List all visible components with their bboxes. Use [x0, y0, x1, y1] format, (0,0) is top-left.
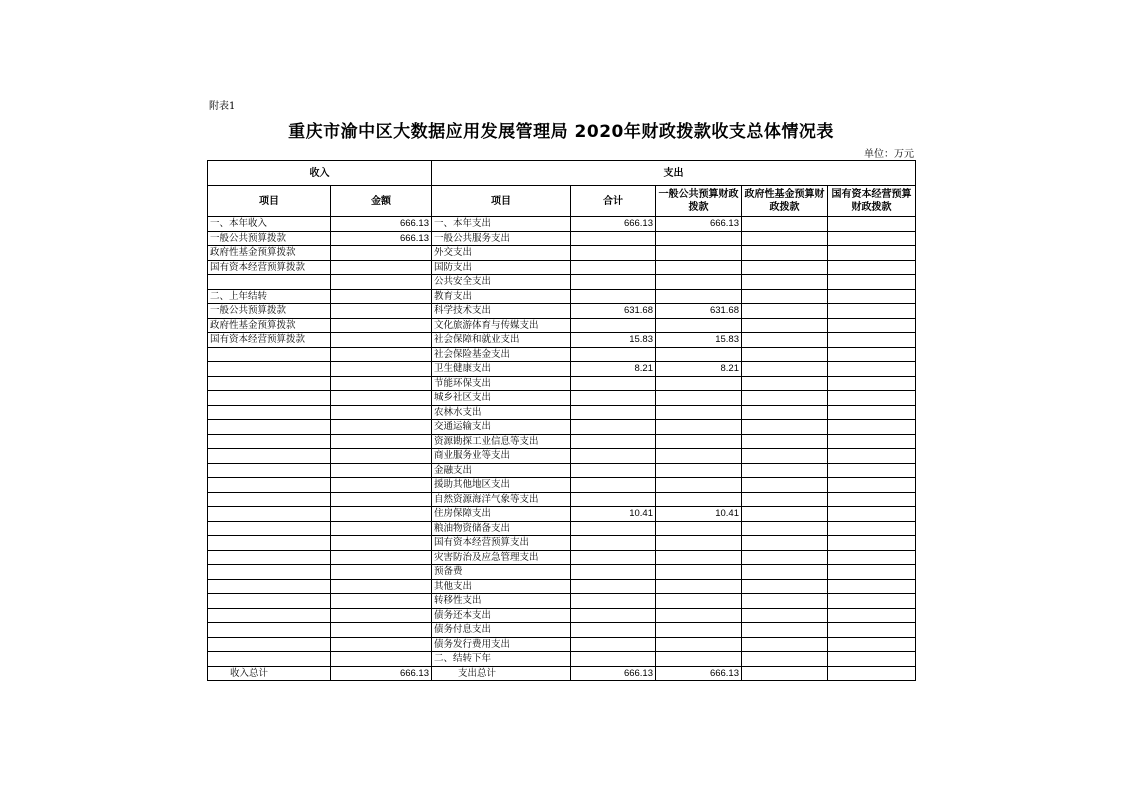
fund-budget-cell — [742, 550, 828, 565]
general-budget-cell — [656, 565, 742, 580]
income-item-cell — [208, 652, 331, 667]
income-item-cell: 收入总计 — [208, 666, 331, 681]
table-row — [208, 536, 916, 551]
expense-item-cell: 农林水支出 — [432, 405, 571, 420]
table-row — [208, 637, 916, 652]
income-item-cell: 一般公共预算拨款 — [208, 231, 331, 246]
total-cell — [571, 608, 656, 623]
state-capital-cell — [828, 231, 916, 246]
total-cell — [571, 565, 656, 580]
state-capital-cell — [828, 289, 916, 304]
income-amount-cell — [331, 579, 432, 594]
state-capital-cell — [828, 275, 916, 290]
expense-item-cell: 节能环保支出 — [432, 376, 571, 391]
total-cell — [571, 623, 656, 638]
expense-item-cell: 其他支出 — [432, 579, 571, 594]
income-item-cell — [208, 536, 331, 551]
general-budget-cell — [656, 637, 742, 652]
table-row — [208, 231, 916, 246]
expense-item-cell: 外交支出 — [432, 246, 571, 261]
state-capital-cell — [828, 405, 916, 420]
state-capital-cell — [828, 449, 916, 464]
general-budget-cell — [656, 579, 742, 594]
table-row — [208, 362, 916, 377]
state-capital-cell — [828, 376, 916, 391]
total-cell — [571, 260, 656, 275]
expense-item-cell: 预备费 — [432, 565, 571, 580]
total-cell: 10.41 — [571, 507, 656, 522]
total-cell: 631.68 — [571, 304, 656, 319]
expense-item-cell: 城乡社区支出 — [432, 391, 571, 406]
general-budget-cell — [656, 405, 742, 420]
income-item-cell: 二、上年结转 — [208, 289, 331, 304]
income-amount-cell — [331, 565, 432, 580]
fund-budget-cell — [742, 318, 828, 333]
state-capital-cell — [828, 565, 916, 580]
fund-budget-cell — [742, 449, 828, 464]
expense-item-cell: 债务付息支出 — [432, 623, 571, 638]
table-row — [208, 347, 916, 362]
total-cell — [571, 231, 656, 246]
fund-budget-cell — [742, 405, 828, 420]
income-amount-cell — [331, 405, 432, 420]
general-budget-cell: 8.21 — [656, 362, 742, 377]
income-item-cell — [208, 565, 331, 580]
table-row — [208, 550, 916, 565]
expense-item-cell: 住房保障支出 — [432, 507, 571, 522]
total-cell — [571, 536, 656, 551]
total-cell — [571, 463, 656, 478]
income-item-cell — [208, 391, 331, 406]
fund-budget-cell — [742, 652, 828, 667]
general-budget-cell — [656, 623, 742, 638]
state-capital-cell — [828, 637, 916, 652]
general-budget-cell — [656, 260, 742, 275]
table-row — [208, 289, 916, 304]
income-amount-cell — [331, 550, 432, 565]
general-budget-cell — [656, 550, 742, 565]
income-item-cell — [208, 420, 331, 435]
income-item-cell: 国有资本经营预算拨款 — [208, 333, 331, 348]
income-item-cell — [208, 478, 331, 493]
expense-item-cell: 粮油物资储备支出 — [432, 521, 571, 536]
income-item-cell — [208, 362, 331, 377]
income-amount-cell — [331, 478, 432, 493]
income-amount-cell — [331, 594, 432, 609]
general-budget-cell — [656, 246, 742, 261]
table-row — [208, 623, 916, 638]
table-row — [208, 391, 916, 406]
general-budget-cell — [656, 492, 742, 507]
expense-item-cell: 商业服务业等支出 — [432, 449, 571, 464]
income-amount-cell — [331, 449, 432, 464]
general-budget-cell: 666.13 — [656, 217, 742, 232]
total-cell — [571, 478, 656, 493]
state-capital-cell — [828, 434, 916, 449]
total-cell — [571, 521, 656, 536]
table-row — [208, 594, 916, 609]
income-item-cell — [208, 521, 331, 536]
income-amount-cell — [331, 507, 432, 522]
table-row — [208, 318, 916, 333]
state-capital-cell — [828, 318, 916, 333]
total-cell: 666.13 — [571, 666, 656, 681]
table-row — [208, 217, 916, 232]
table-row — [208, 246, 916, 261]
expense-item-cell: 支出总计 — [432, 666, 571, 681]
state-capital-cell — [828, 579, 916, 594]
expense-item-cell: 转移性支出 — [432, 594, 571, 609]
fund-budget-cell — [742, 521, 828, 536]
general-budget-cell — [656, 420, 742, 435]
table-row — [208, 405, 916, 420]
expense-item-cell: 二、结转下年 — [432, 652, 571, 667]
expense-item-cell: 社会保障和就业支出 — [432, 333, 571, 348]
header-row-columns — [208, 186, 916, 217]
income-item-cell — [208, 623, 331, 638]
table-row — [208, 434, 916, 449]
table-row — [208, 275, 916, 290]
table-row — [208, 420, 916, 435]
table-row — [208, 478, 916, 493]
income-item-cell — [208, 347, 331, 362]
general-budget-cell — [656, 391, 742, 406]
col-total: 合计 — [571, 186, 656, 217]
income-item-cell: 国有资本经营预算拨款 — [208, 260, 331, 275]
general-budget-cell — [656, 347, 742, 362]
expense-item-cell: 援助其他地区支出 — [432, 478, 571, 493]
total-cell — [571, 579, 656, 594]
expense-item-cell: 债务还本支出 — [432, 608, 571, 623]
state-capital-cell — [828, 608, 916, 623]
total-cell — [571, 550, 656, 565]
income-amount-cell: 666.13 — [331, 231, 432, 246]
state-capital-cell — [828, 550, 916, 565]
col-income-item: 项目 — [208, 186, 331, 217]
state-capital-cell — [828, 507, 916, 522]
total-cell — [571, 449, 656, 464]
totals-row — [208, 666, 916, 681]
fund-budget-cell — [742, 666, 828, 681]
fund-budget-cell — [742, 507, 828, 522]
income-item-cell — [208, 608, 331, 623]
col-general-budget: 一般公共预算财政拨款 — [656, 186, 742, 217]
fund-budget-cell — [742, 304, 828, 319]
total-cell — [571, 318, 656, 333]
general-budget-cell — [656, 231, 742, 246]
col-state-capital-budget: 国有资本经营预算财政拨款 — [828, 186, 916, 217]
expense-item-cell: 一般公共服务支出 — [432, 231, 571, 246]
income-item-cell — [208, 492, 331, 507]
income-amount-cell — [331, 536, 432, 551]
income-amount-cell — [331, 521, 432, 536]
total-cell — [571, 594, 656, 609]
state-capital-cell — [828, 521, 916, 536]
unit-label: 单位：万元 — [864, 149, 914, 160]
income-amount-cell — [331, 333, 432, 348]
total-cell: 15.83 — [571, 333, 656, 348]
fund-budget-cell — [742, 376, 828, 391]
fund-budget-cell — [742, 275, 828, 290]
fund-budget-cell — [742, 623, 828, 638]
income-amount-cell — [331, 463, 432, 478]
table-row — [208, 463, 916, 478]
total-cell — [571, 492, 656, 507]
fund-budget-cell — [742, 391, 828, 406]
state-capital-cell — [828, 304, 916, 319]
general-budget-cell: 10.41 — [656, 507, 742, 522]
total-cell — [571, 420, 656, 435]
general-budget-cell — [656, 318, 742, 333]
fund-budget-cell — [742, 231, 828, 246]
income-item-cell: 政府性基金预算拨款 — [208, 246, 331, 261]
general-budget-cell — [656, 652, 742, 667]
table-row — [208, 521, 916, 536]
expense-item-cell: 国有资本经营预算支出 — [432, 536, 571, 551]
total-cell — [571, 434, 656, 449]
fund-budget-cell — [742, 608, 828, 623]
expense-item-cell: 卫生健康支出 — [432, 362, 571, 377]
fund-budget-cell — [742, 492, 828, 507]
total-cell: 666.13 — [571, 217, 656, 232]
general-budget-cell — [656, 463, 742, 478]
fund-budget-cell — [742, 463, 828, 478]
expense-item-cell: 社会保险基金支出 — [432, 347, 571, 362]
income-amount-cell — [331, 289, 432, 304]
income-amount-cell: 666.13 — [331, 217, 432, 232]
total-cell — [571, 405, 656, 420]
income-amount-cell — [331, 637, 432, 652]
general-budget-cell — [656, 434, 742, 449]
income-item-cell — [208, 405, 331, 420]
income-item-cell — [208, 449, 331, 464]
total-cell — [571, 652, 656, 667]
expense-item-cell: 文化旅游体育与传媒支出 — [432, 318, 571, 333]
income-amount-cell — [331, 608, 432, 623]
income-header: 收入 — [208, 161, 432, 186]
state-capital-cell — [828, 463, 916, 478]
expense-item-cell: 灾害防治及应急管理支出 — [432, 550, 571, 565]
table-row — [208, 449, 916, 464]
table-row — [208, 304, 916, 319]
expense-item-cell: 债务发行费用支出 — [432, 637, 571, 652]
table-row — [208, 507, 916, 522]
income-amount-cell — [331, 492, 432, 507]
budget-table — [207, 160, 916, 681]
general-budget-cell — [656, 608, 742, 623]
fund-budget-cell — [742, 347, 828, 362]
income-amount-cell: 666.13 — [331, 666, 432, 681]
income-amount-cell — [331, 434, 432, 449]
fund-budget-cell — [742, 565, 828, 580]
income-amount-cell — [331, 275, 432, 290]
general-budget-cell — [656, 275, 742, 290]
income-item-cell — [208, 275, 331, 290]
state-capital-cell — [828, 217, 916, 232]
total-cell — [571, 391, 656, 406]
expense-item-cell: 教育支出 — [432, 289, 571, 304]
income-item-cell — [208, 579, 331, 594]
income-item-cell — [208, 376, 331, 391]
income-amount-cell — [331, 246, 432, 261]
expense-item-cell: 国防支出 — [432, 260, 571, 275]
state-capital-cell — [828, 478, 916, 493]
fund-budget-cell — [742, 260, 828, 275]
general-budget-cell: 666.13 — [656, 666, 742, 681]
state-capital-cell — [828, 260, 916, 275]
fund-budget-cell — [742, 289, 828, 304]
income-amount-cell — [331, 304, 432, 319]
income-amount-cell — [331, 260, 432, 275]
income-amount-cell — [331, 391, 432, 406]
fund-budget-cell — [742, 217, 828, 232]
table-row — [208, 376, 916, 391]
income-item-cell — [208, 463, 331, 478]
general-budget-cell — [656, 289, 742, 304]
income-item-cell — [208, 637, 331, 652]
income-item-cell — [208, 550, 331, 565]
fund-budget-cell — [742, 333, 828, 348]
state-capital-cell — [828, 652, 916, 667]
attachment-label: 附表1 — [209, 101, 236, 112]
state-capital-cell — [828, 362, 916, 377]
table-row — [208, 579, 916, 594]
fund-budget-cell — [742, 478, 828, 493]
fund-budget-cell — [742, 434, 828, 449]
state-capital-cell — [828, 594, 916, 609]
fund-budget-cell — [742, 536, 828, 551]
general-budget-cell — [656, 536, 742, 551]
table-row — [208, 565, 916, 580]
col-expense-item: 项目 — [432, 186, 571, 217]
income-amount-cell — [331, 623, 432, 638]
state-capital-cell — [828, 666, 916, 681]
income-item-cell — [208, 434, 331, 449]
total-cell — [571, 347, 656, 362]
income-item-cell: 一般公共预算拨款 — [208, 304, 331, 319]
income-amount-cell — [331, 376, 432, 391]
general-budget-cell — [656, 521, 742, 536]
fund-budget-cell — [742, 579, 828, 594]
expense-item-cell: 科学技术支出 — [432, 304, 571, 319]
total-cell — [571, 637, 656, 652]
total-cell: 8.21 — [571, 362, 656, 377]
general-budget-cell — [656, 449, 742, 464]
income-item-cell: 一、本年收入 — [208, 217, 331, 232]
expense-item-cell: 交通运输支出 — [432, 420, 571, 435]
state-capital-cell — [828, 536, 916, 551]
fund-budget-cell — [742, 362, 828, 377]
expense-item-cell: 资源勘探工业信息等支出 — [432, 434, 571, 449]
state-capital-cell — [828, 347, 916, 362]
table-row — [208, 260, 916, 275]
table-row — [208, 333, 916, 348]
income-amount-cell — [331, 347, 432, 362]
expense-item-cell: 公共安全支出 — [432, 275, 571, 290]
expense-item-cell: 一、本年支出 — [432, 217, 571, 232]
page-title: 重庆市渝中区大数据应用发展管理局 2020年财政拨款收支总体情况表 — [288, 122, 834, 142]
total-cell — [571, 289, 656, 304]
fund-budget-cell — [742, 246, 828, 261]
state-capital-cell — [828, 333, 916, 348]
income-amount-cell — [331, 652, 432, 667]
total-cell — [571, 246, 656, 261]
expense-header: 支出 — [432, 161, 916, 186]
table-row — [208, 608, 916, 623]
fund-budget-cell — [742, 420, 828, 435]
fund-budget-cell — [742, 594, 828, 609]
state-capital-cell — [828, 246, 916, 261]
total-cell — [571, 275, 656, 290]
general-budget-cell — [656, 594, 742, 609]
state-capital-cell — [828, 623, 916, 638]
income-item-cell — [208, 507, 331, 522]
expense-item-cell: 金融支出 — [432, 463, 571, 478]
income-item-cell: 政府性基金预算拨款 — [208, 318, 331, 333]
total-cell — [571, 376, 656, 391]
state-capital-cell — [828, 391, 916, 406]
general-budget-cell: 631.68 — [656, 304, 742, 319]
income-amount-cell — [331, 362, 432, 377]
income-item-cell — [208, 594, 331, 609]
state-capital-cell — [828, 492, 916, 507]
table-row — [208, 652, 916, 667]
expense-item-cell: 自然资源海洋气象等支出 — [432, 492, 571, 507]
state-capital-cell — [828, 420, 916, 435]
table-row — [208, 492, 916, 507]
header-row-group — [208, 161, 916, 186]
col-fund-budget: 政府性基金预算财政拨款 — [742, 186, 828, 217]
general-budget-cell — [656, 478, 742, 493]
income-amount-cell — [331, 420, 432, 435]
fund-budget-cell — [742, 637, 828, 652]
general-budget-cell — [656, 376, 742, 391]
income-amount-cell — [331, 318, 432, 333]
col-income-amount: 金额 — [331, 186, 432, 217]
general-budget-cell: 15.83 — [656, 333, 742, 348]
